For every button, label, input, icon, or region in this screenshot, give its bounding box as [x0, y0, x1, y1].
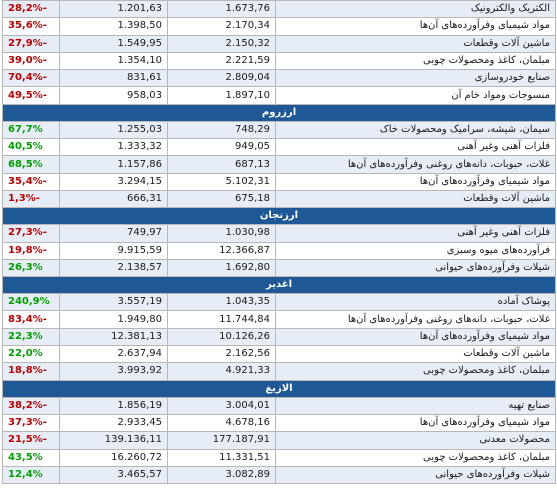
value-current-cell: 3.557,19	[60, 294, 168, 311]
table-row	[3, 1, 556, 18]
table-row	[3, 294, 556, 311]
sector-name-cell: مواد شیمیای وفرآورده‌های آن‌ها	[276, 414, 556, 431]
change-percent-cell: 35,4%-	[3, 173, 60, 190]
sector-name-cell: مبلمان، کاغذ ومحصولات چوبی	[276, 449, 556, 466]
sector-name-cell: شیلات وفرآورده‌های حیوانی	[276, 259, 556, 276]
region-header-row	[3, 208, 556, 225]
change-percent-cell: 40,5%	[3, 139, 60, 156]
sector-name-cell: محصولات معدنی	[276, 432, 556, 449]
sector-name-cell: غلات، حبوبات، دانه‌های روغنی وفرآورده‌های آن‌ها	[276, 311, 556, 328]
trade-table-body	[3, 1, 556, 484]
change-percent-cell: 1,3%-	[3, 190, 60, 207]
value-current-cell: 3.465,57	[60, 466, 168, 483]
value-previous-cell: 10.126,26	[168, 328, 276, 345]
region-title: ارزنجان	[3, 208, 556, 225]
table-row	[3, 449, 556, 466]
sector-name-cell: مبلمان، کاغذ ومحصولات چوبی	[276, 52, 556, 69]
region-title: ارزروم	[3, 104, 556, 121]
region-header-row	[3, 380, 556, 397]
change-percent-cell: 22,3%	[3, 328, 60, 345]
value-current-cell: 9.915,59	[60, 242, 168, 259]
value-current-cell: 1.856,19	[60, 397, 168, 414]
value-current-cell: 12.381,13	[60, 328, 168, 345]
sector-name-cell: سیمان، شیشه، سرامیک ومحصولات خاک	[276, 121, 556, 138]
sector-name-cell: ماشین آلات وقطعات	[276, 346, 556, 363]
table-row	[3, 70, 556, 87]
table-row	[3, 173, 556, 190]
table-row	[3, 242, 556, 259]
change-percent-cell: 28,2%-	[3, 1, 60, 18]
region-title: الازیغ	[3, 380, 556, 397]
value-current-cell: 1.201,63	[60, 1, 168, 18]
table-row	[3, 87, 556, 104]
sector-name-cell: فرآورده‌های میوه وسبزی	[276, 242, 556, 259]
value-current-cell: 139.136,11	[60, 432, 168, 449]
value-previous-cell: 748,29	[168, 121, 276, 138]
value-current-cell: 3.993,92	[60, 363, 168, 380]
value-previous-cell: 1.043,35	[168, 294, 276, 311]
table-row	[3, 328, 556, 345]
sector-name-cell: فلزات آهنی وغیر آهنی	[276, 225, 556, 242]
table-row	[3, 52, 556, 69]
change-percent-cell: 70,4%-	[3, 70, 60, 87]
value-current-cell: 1.157,86	[60, 156, 168, 173]
change-percent-cell: 49,5%-	[3, 87, 60, 104]
table-row	[3, 225, 556, 242]
sector-name-cell: مواد شیمیای وفرآورده‌های آن‌ها	[276, 173, 556, 190]
sector-name-cell: پوشاک آماده	[276, 294, 556, 311]
value-previous-cell: 675,18	[168, 190, 276, 207]
value-previous-cell: 949,05	[168, 139, 276, 156]
change-percent-cell: 27,3%-	[3, 225, 60, 242]
value-current-cell: 1.398,50	[60, 18, 168, 35]
sector-name-cell: مواد شیمیای وفرآورده‌های آن‌ها	[276, 328, 556, 345]
value-current-cell: 1.949,80	[60, 311, 168, 328]
value-current-cell: 666,31	[60, 190, 168, 207]
change-percent-cell: 12,4%	[3, 466, 60, 483]
change-percent-cell: 43,5%	[3, 449, 60, 466]
value-current-cell: 1.333,32	[60, 139, 168, 156]
value-previous-cell: 3.082,89	[168, 466, 276, 483]
change-percent-cell: 39,0%-	[3, 52, 60, 69]
table-row	[3, 18, 556, 35]
sector-name-cell: غلات، حبوبات، دانه‌های روغنی وفرآورده‌های آن‌ها	[276, 156, 556, 173]
value-previous-cell: 2.150,32	[168, 35, 276, 52]
table-row	[3, 346, 556, 363]
value-current-cell: 2.637,94	[60, 346, 168, 363]
change-percent-cell: 37,3%-	[3, 414, 60, 431]
change-percent-cell: 19,8%-	[3, 242, 60, 259]
change-percent-cell: 83,4%-	[3, 311, 60, 328]
sector-name-cell: صنایع خودروسازی	[276, 70, 556, 87]
sector-name-cell: ماشین آلات وقطعات	[276, 190, 556, 207]
table-row	[3, 432, 556, 449]
region-header-row	[3, 277, 556, 294]
value-previous-cell: 11.744,84	[168, 311, 276, 328]
region-header-row	[3, 104, 556, 121]
value-current-cell: 16.260,72	[60, 449, 168, 466]
table-row	[3, 414, 556, 431]
table-row	[3, 259, 556, 276]
table-row	[3, 363, 556, 380]
sector-name-cell: فلزات آهنی وغیر آهنی	[276, 139, 556, 156]
change-percent-cell: 27,9%-	[3, 35, 60, 52]
change-percent-cell: 35,6%-	[3, 18, 60, 35]
change-percent-cell: 68,5%	[3, 156, 60, 173]
value-current-cell: 958,03	[60, 87, 168, 104]
table-row	[3, 397, 556, 414]
sector-name-cell: شیلات وفرآورده‌های حیوانی	[276, 466, 556, 483]
trade-table	[2, 0, 556, 484]
value-previous-cell: 177.187,91	[168, 432, 276, 449]
change-percent-cell: 21,5%-	[3, 432, 60, 449]
region-title: اغدیر	[3, 277, 556, 294]
sector-name-cell: منسوجات ومواد خام آن	[276, 87, 556, 104]
table-row	[3, 311, 556, 328]
value-previous-cell: 3.004,01	[168, 397, 276, 414]
value-current-cell: 749,97	[60, 225, 168, 242]
table-row	[3, 121, 556, 138]
table-row	[3, 156, 556, 173]
value-previous-cell: 2.170,34	[168, 18, 276, 35]
value-current-cell: 2.138,57	[60, 259, 168, 276]
table-row	[3, 35, 556, 52]
change-percent-cell: 38,2%-	[3, 397, 60, 414]
value-previous-cell: 5.102,31	[168, 173, 276, 190]
value-previous-cell: 1.692,80	[168, 259, 276, 276]
value-previous-cell: 2.162,56	[168, 346, 276, 363]
table-row	[3, 139, 556, 156]
change-percent-cell: 22,0%	[3, 346, 60, 363]
value-previous-cell: 2.221,59	[168, 52, 276, 69]
value-previous-cell: 12.366,87	[168, 242, 276, 259]
table-row	[3, 466, 556, 483]
value-current-cell: 1.549,95	[60, 35, 168, 52]
sector-name-cell: مبلمان، کاغذ ومحصولات چوبی	[276, 363, 556, 380]
value-current-cell: 831,61	[60, 70, 168, 87]
value-previous-cell: 11.331,51	[168, 449, 276, 466]
sector-name-cell: الکتریک والکترونیک	[276, 1, 556, 18]
change-percent-cell: 240,9%	[3, 294, 60, 311]
sector-name-cell: مواد شیمیای وفرآورده‌های آن‌ها	[276, 18, 556, 35]
value-previous-cell: 1.030,98	[168, 225, 276, 242]
sector-name-cell: صنایع تهیه	[276, 397, 556, 414]
value-previous-cell: 4.678,16	[168, 414, 276, 431]
value-previous-cell: 2.809,04	[168, 70, 276, 87]
change-percent-cell: 18,8%-	[3, 363, 60, 380]
value-current-cell: 3.294,15	[60, 173, 168, 190]
value-previous-cell: 1.673,76	[168, 1, 276, 18]
value-current-cell: 2.933,45	[60, 414, 168, 431]
table-row	[3, 190, 556, 207]
value-previous-cell: 687,13	[168, 156, 276, 173]
sector-name-cell: ماشین آلات وقطعات	[276, 35, 556, 52]
change-percent-cell: 26,3%	[3, 259, 60, 276]
value-current-cell: 1.354,10	[60, 52, 168, 69]
value-previous-cell: 1.897,10	[168, 87, 276, 104]
value-current-cell: 1.255,03	[60, 121, 168, 138]
change-percent-cell: 67,7%	[3, 121, 60, 138]
value-previous-cell: 4.921,33	[168, 363, 276, 380]
